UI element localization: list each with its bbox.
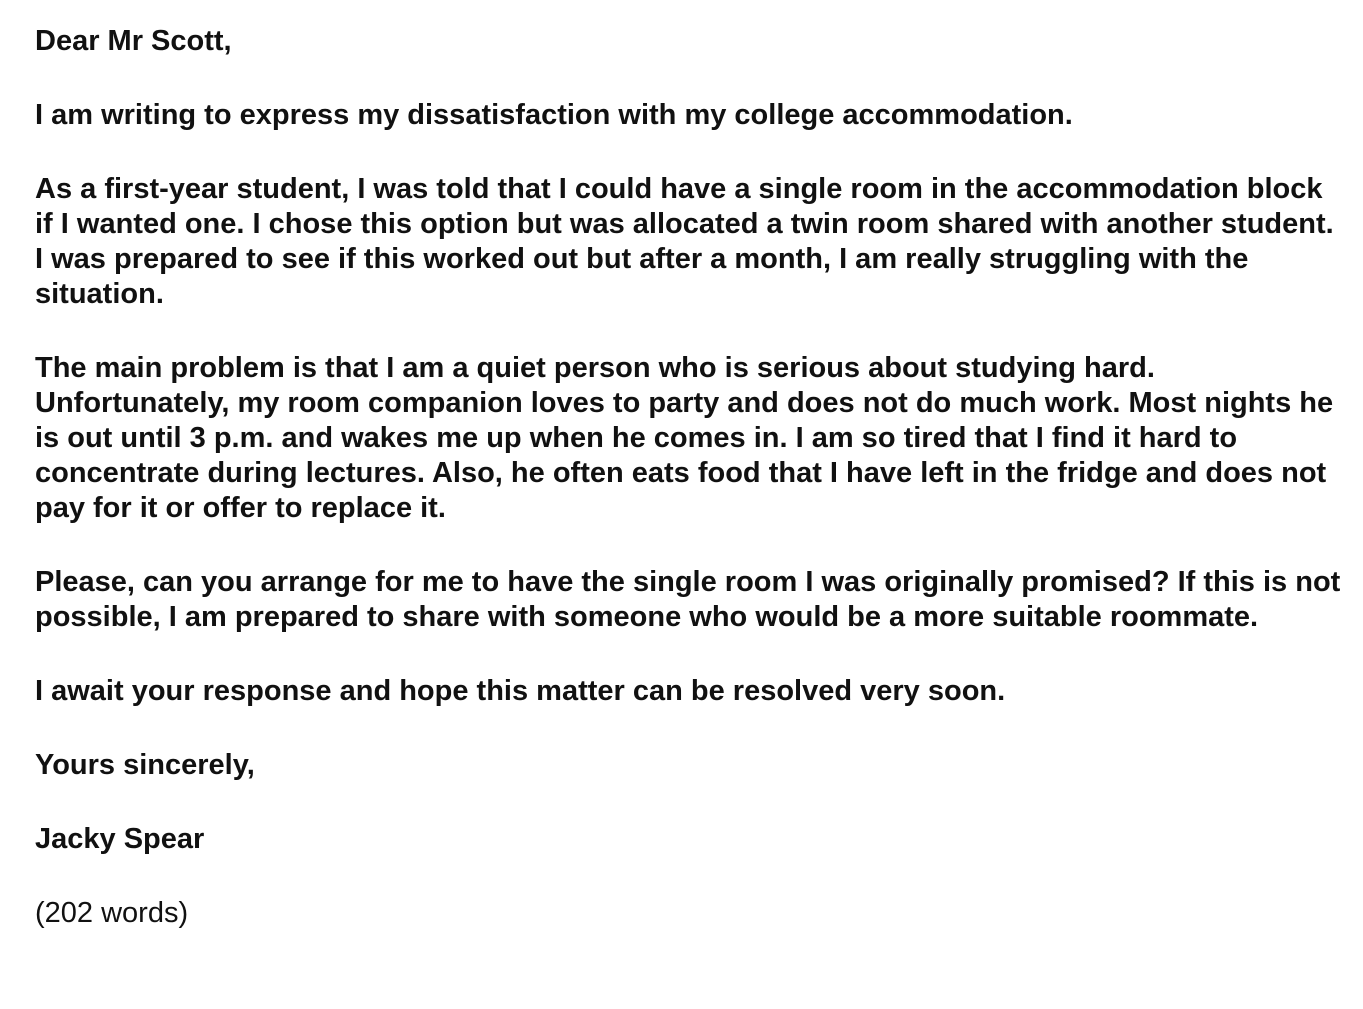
paragraph-intro: I am writing to express my dissatisfaction with my college accommodation. [35,99,1073,131]
spacer [35,133,1345,172]
paragraph-closing: I await your response and hope this matter can be resolved very soon. [35,675,1006,707]
spacer [35,526,1345,565]
spacer [35,312,1345,351]
spacer [35,59,1345,98]
signature: Jacky Spear [35,823,205,855]
word-count: (202 words) [35,897,189,929]
spacer [35,635,1345,674]
spacer [35,783,1345,822]
closing-phrase: Yours sincerely, [35,749,255,781]
paragraph-background: As a first-year student, I was told that I could have a single room in the accommodation block if I wanted one. I chose this option but was allocated a twin room shared with another student. I was prepared to see if this worked out but after a month, I am really struggling with the situation. [35,173,1334,310]
spacer [35,857,1345,896]
paragraph-problem: The main problem is that I am a quiet person who is serious about studying hard. Unfortunately, my room companion loves to party and does not do much work. Most nights he is out until 3 p.m. and wakes me up when he comes in. I am so tired that I find it hard to concentrate during lectures. Also, he often eats food that I have left in the fridge and does not pay for it or offer to replace it. [35,352,1334,524]
salutation: Dear Mr Scott, [35,25,232,57]
spacer [35,709,1345,748]
letter [35,24,1345,931]
paragraph-request: Please, can you arrange for me to have the single room I was originally promised? If this is not possible, I am prepared to share with someone who would be a more suitable roommate. [35,566,1341,633]
